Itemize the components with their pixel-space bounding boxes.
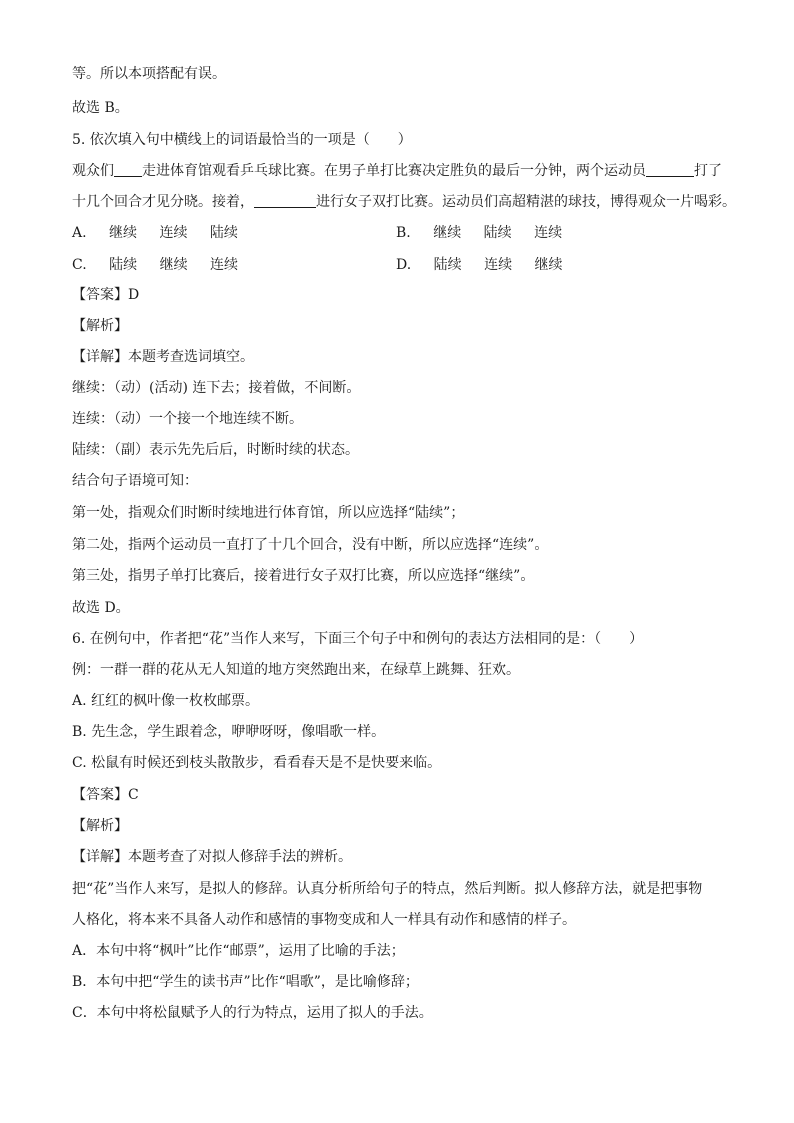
answer-label: 【答案】 <box>72 287 128 303</box>
fill-blank <box>646 162 694 177</box>
option-word: 继续 <box>433 225 462 241</box>
option-word: 连续 <box>484 257 513 273</box>
text-segment: 十几个回合才见分晓。接着， <box>72 194 254 210</box>
option-word: 陆续 <box>109 257 138 273</box>
text-line: 第一处，指观众们时断时续地进行体育馆，所以应选择“陆续”； <box>72 505 465 521</box>
fill-blank <box>254 193 316 208</box>
option-word: 继续 <box>534 257 563 273</box>
text-line: 第二处，指两个运动员一直打了十几个回合，没有中断，所以应选择“连续”。 <box>72 537 549 553</box>
analysis-label: 【解析】 <box>72 318 128 334</box>
text-line: 连续：（动）一个接一个地连续不断。 <box>72 411 303 427</box>
text-line: 继续：（动）(活动) 连下去；接着做，不间断。 <box>72 380 361 396</box>
option-letter: D. <box>396 257 412 273</box>
question-6-stem: 6. 在例句中，作者把“花”当作人来写，下面三个句子中和例句的表达方法相同的是：（ ） <box>72 631 644 647</box>
question-5-sentence-line-2 <box>72 192 736 212</box>
text-line: 第三处，指男子单打比赛后，接着进行女子双打比赛，所以应选择“继续”。 <box>72 568 535 584</box>
option-c <box>72 255 238 275</box>
option-letter: A. <box>72 225 87 241</box>
option-letter: C. <box>72 257 87 273</box>
option-word: 连续 <box>534 225 563 241</box>
text-line: 结合句子语境可知： <box>72 473 198 489</box>
answer-label: 【答案】 <box>72 787 128 803</box>
option-a: A. 红红的枫叶像一枚枚邮票。 <box>72 693 260 709</box>
answer-value: C <box>128 787 139 803</box>
text-line: 例：一群一群的花从无人知道的地方突然跑出来，在绿草上跳舞、狂欢。 <box>72 662 520 678</box>
option-b: B. 先生念，学生跟着念，咿咿呀呀，像唱歌一样。 <box>72 724 386 740</box>
option-b <box>396 223 562 243</box>
option-word: 连续 <box>210 257 239 273</box>
text-line: 故选 D。 <box>72 600 130 616</box>
text-line: 陆续：（副）表示先先后后，时断时续的状态。 <box>72 442 359 458</box>
option-d <box>396 255 563 275</box>
option-word: 继续 <box>109 225 138 241</box>
text-segment: 打了 <box>694 163 722 179</box>
analysis-label: 【解析】 <box>72 818 128 834</box>
fill-blank <box>114 162 142 177</box>
text-segment: 走进体育馆观看乒乓球比赛。在男子单打比赛决定胜负的最后一分钟，两个运动员 <box>142 163 646 179</box>
answer-line <box>72 785 139 805</box>
detail-text: 本题考查选词填空。 <box>128 349 254 365</box>
answer-value: D <box>128 287 140 303</box>
option-word: 陆续 <box>209 225 238 241</box>
answer-line <box>72 285 139 305</box>
text-line: A．本句中将“枫叶”比作“邮票”，运用了比喻的手法； <box>72 943 405 959</box>
detail-line <box>72 847 352 867</box>
text-line: B．本句中把“学生的读书声”比作“唱歌”，是比喻修辞； <box>72 974 419 990</box>
option-word: 连续 <box>159 225 188 241</box>
option-letter: B. <box>396 225 411 241</box>
detail-label: 【详解】 <box>72 849 128 865</box>
text-segment: 观众们 <box>72 163 114 179</box>
question-5-stem: 5. 依次填入句中横线上的词语最恰当的一项是（ ） <box>72 132 412 148</box>
detail-line <box>72 347 254 367</box>
option-a <box>72 223 238 243</box>
option-word: 陆续 <box>483 225 512 241</box>
text-line: 人格化，将本来不具备人动作和感情的事物变成和人一样具有动作和感情的样子。 <box>72 912 576 928</box>
text-segment: 进行女子双打比赛。运动员们高超精湛的球技，博得观众一片喝彩。 <box>316 194 736 210</box>
option-c: C. 松鼠有时候还到枝头散散步，看看春天是不是快要来临。 <box>72 755 442 771</box>
text-line: 把“花”当作人来写，是拟人的修辞。认真分析所给句子的特点，然后判断。拟人修辞方法，就是把事物 <box>72 881 703 897</box>
detail-label: 【详解】 <box>72 349 128 365</box>
detail-text: 本题考查了对拟人修辞手法的辨析。 <box>128 849 352 865</box>
option-word: 继续 <box>159 257 188 273</box>
question-5-sentence-line-1 <box>72 161 722 181</box>
text-line: 故选 B。 <box>72 100 129 116</box>
option-word: 陆续 <box>433 257 462 273</box>
text-line: 等。所以本项搭配有误。 <box>72 66 226 82</box>
text-line: C．本句中将松鼠赋予人的行为特点，运用了拟人的手法。 <box>72 1005 433 1021</box>
